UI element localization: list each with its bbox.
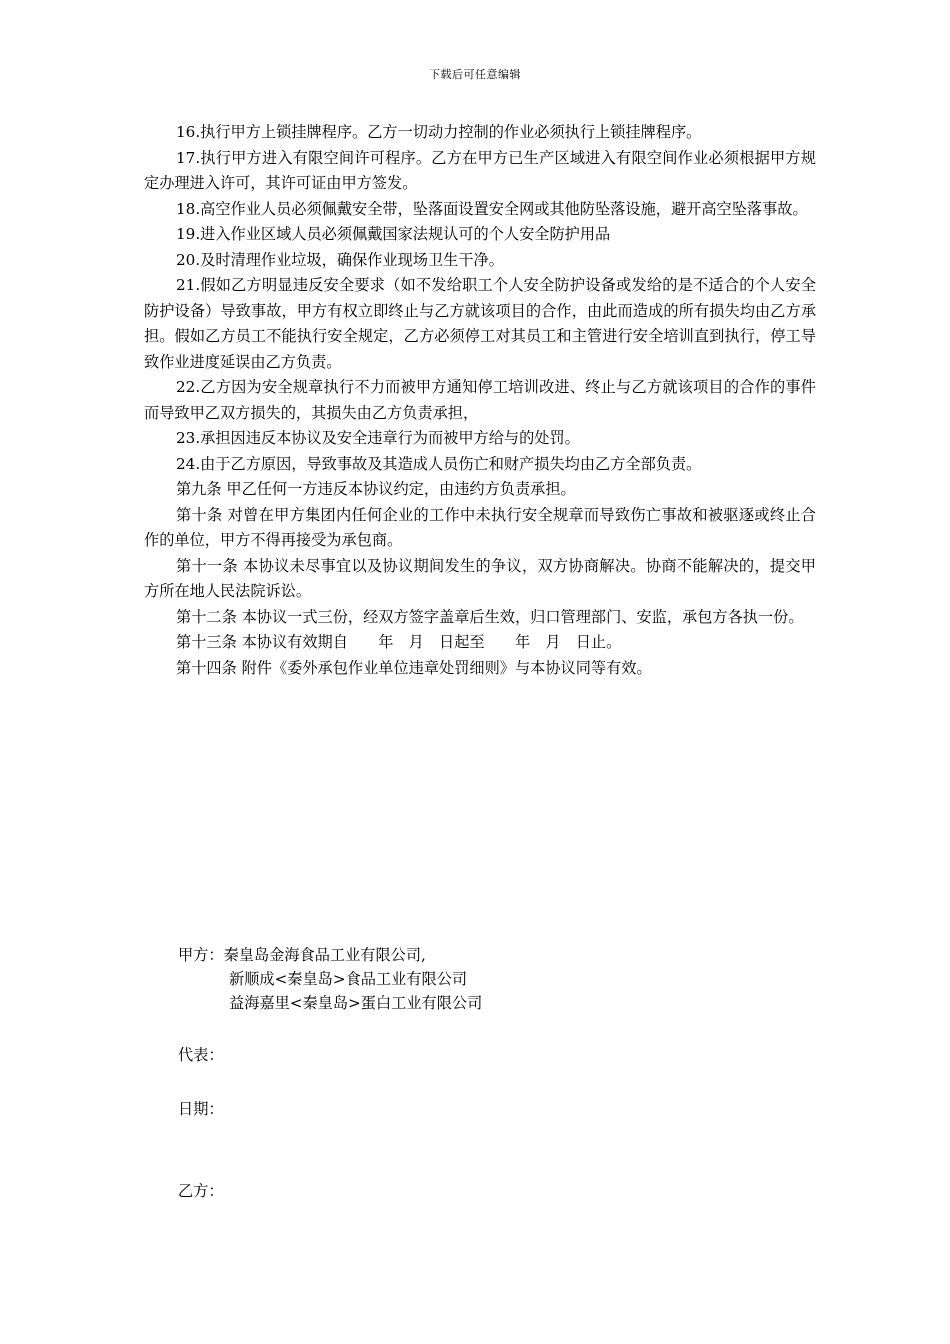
clause-24: 24.由于乙方原因，导致事故及其造成人员伤亡和财产损失均由乙方全部负责。 [176,454,702,473]
agreement-body [144,120,816,681]
article-11: 第十一条 本协议未尽事宜以及协议期间发生的争议，双方协商解决。协商不能解决的，提交甲方所在地人民法院诉讼。 [144,556,816,600]
party-a-block [178,943,482,1015]
article-14: 第十四条 附件《委外承包作业单位违章处罚细则》与本协议同等有效。 [176,658,652,677]
party-a-line [178,943,482,967]
clause-16: 16.执行甲方上锁挂牌程序。乙方一切动力控制的作业必须执行上锁挂牌程序。 [176,123,702,141]
clause-21: 21.假如乙方明显违反安全要求（如不发给职工个人安全防护设备或发给的是不适合的个人安全防护设备）导致事故，甲方有权立即终止与乙方就该项目的合作，由此而造成的所有损失均由乙方承担。假如乙方员工不能执行安全规定，乙方必须停工对其员工和主管进行安全培训直到执行，停工导致作业进度延误由乙方负责。 [144,276,816,371]
clause-23: 23.承担因违反本协议及安全违章行为而被甲方给与的处罚。 [176,429,580,447]
date-label: 日期： [178,1100,224,1118]
clause-22: 22.乙方因为安全规章执行不力而被甲方通知停工培训改进、终止与乙方就该项目的合作的事件而导致甲乙双方损失的，其损失由乙方负责承担， [144,378,816,422]
page-header-note: 下载后可任意编辑 [429,68,521,81]
article-9: 第九条 甲乙任何一方违反本协议约定，由违约方负责承担。 [176,480,576,498]
clause-17: 17.执行甲方进入有限空间许可程序。乙方在甲方已生产区域进入有限空间作业必须根据甲方规定办理进入许可，其许可证由甲方签发。 [144,148,816,192]
party-b-label: 乙方： [178,1182,224,1200]
article-12: 第十二条 本协议一式三份，经双方签字盖章后生效，归口管理部门、安监，承包方各执一份。 [176,607,804,626]
representative-label: 代表： [178,1046,224,1064]
article-13: 第十三条 本协议有效期自 年 月 日起至 年 月 日止。 [176,633,622,651]
clause-18: 18.高空作业人员必须佩戴安全带，坠落面设置安全网或其他防坠落设施，避开高空坠落事故。 [176,199,808,218]
party-a-company-2: 新顺成<秦皇岛>食品工业有限公司 [229,970,468,988]
article-10: 第十条 对曾在甲方集团内任何企业的工作中未执行安全规章而导致伤亡事故和被驱逐或终止合作的单位，甲方不得再接受为承包商。 [144,505,816,549]
party-a-company-1: 秦皇岛金海食品工业有限公司, [223,946,426,964]
party-a-label: 甲方： [178,946,224,964]
clause-20: 20.及时清理作业垃圾，确保作业现场卫生干净。 [176,250,504,269]
clause-19: 19.进入作业区域人员必须佩戴国家法规认可的个人安全防护用品 [176,225,611,243]
party-a-company-3: 益海嘉里<秦皇岛>蛋白工业有限公司 [229,994,483,1012]
